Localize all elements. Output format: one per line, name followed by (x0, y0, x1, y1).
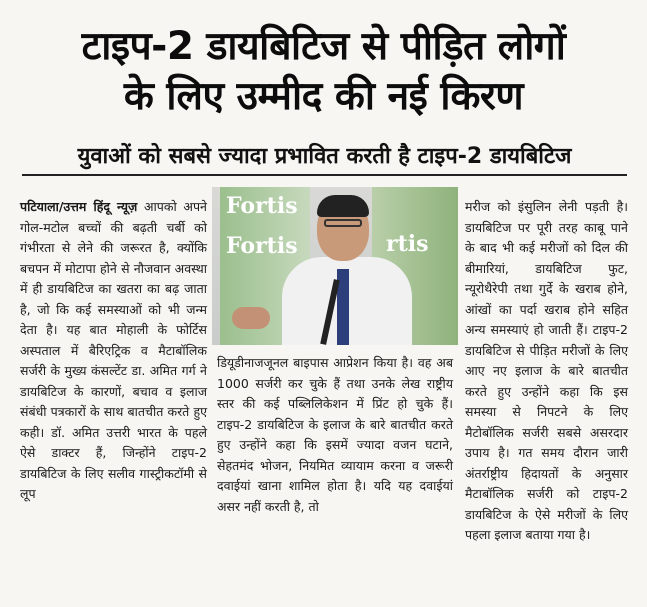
article-text-col1 (20, 197, 207, 505)
banner-text-right: rtis (386, 231, 429, 257)
headline-line-1: टाइप-2 डायबिटिज से पीड़ित लोगों (81, 24, 566, 69)
banner-text-left-2: Fortis (226, 233, 298, 259)
col1-body: आपको अपने गोल-मटोल बच्चों की बढ़ती चर्बी को गंभीरता से लेने की जरूरत है, क्योंकि बचपन में मोटापा होने से नौजवान अवस्था में ही डायबिटिज का खतरा का बढ़ जाता है, जो कि कई समस्याओं को भी जन्म देता है। यह बात मोहाली के फोर्टिस अस्पताल में बैरिएट्रिक व मैटाबॉलिक सर्जरी के मुख्य कंसल्टेंट डा. अमित गर्ग ने डायबिटिज के कारणों, बचाव व इलाज संबंधी पत्रकारों के साथ बातचीत करते हुए कही। डॉ. अमित उत्तरी भारत के पहले ऐसे डाक्टर हैं, जिन्होंने टाइप-2 डायबिटिज के लिए सलीव गास्ट्रीकटॉमी से लूप (20, 199, 207, 501)
byline: पटियाला/उत्तम हिंदू न्यूज़ (20, 199, 138, 214)
article-column-1 (20, 197, 207, 505)
doctor-hand (232, 307, 270, 329)
doctor-glasses (324, 219, 362, 227)
article-column-2 (217, 353, 453, 517)
headline (0, 22, 647, 122)
doctor-photo (212, 187, 458, 345)
article-column-3 (465, 197, 628, 546)
doctor-hair (317, 195, 369, 217)
subheadline: युवाओं को सबसे ज्यादा प्रभावित करती है टाइप-2 डायबिटिज (22, 142, 627, 176)
col2-body: डियूडीनाजजूनल बाइपास आप्रेशन किया है। वह अब 1000 सर्जरी कर चुके हैं तथा उनके लेख राष्ट्रीय स्तर की कई पब्लिलिकेशन में प्रिंट हो चुके हैं। टाइप-2 डायबिटिज के इलाज के बारे बातचीत करते हुए उन्होंने कहा कि इसमें ज्यादा वजन घटाने, सेहतमंद भोजन, नियमित व्यायाम करना व जरूरी दवाईयां खाना शामिल होता है। यदि यह दवाईयां असर नहीं करती है, तो (217, 355, 453, 514)
headline-line-2: के लिए उम्मीद की नई किरण (123, 74, 524, 119)
col3-body: मरीज को इंसुलिन लेनी पड़ती है। डायबिटिज पर पूरी तरह काबू पाने के बाद भी कई मरीजों को दिल की बीमारियां, डायबिटिज फुट, न्यूरोथैरेपी तथा गुर्दे के खराब होने, आंखों का पर्दा खराब होने सहित अन्य समस्याएं हो जाती हैं। टाइप-2 डायबिटिज से पीड़ित मरीजों के लिए आए नए इलाज के बारे बातचीत करते हुए उन्होंने कहा कि इस समस्या से निपटने के लिए मैटोबॉलिक सर्जरी सबसे असरदार उपाय है। गत समय दौरान जारी अंतर्राष्ट्रीय हिदायतों के अनुसार मैटाबॉलिक सर्जरी को टाइप-2 डायबिटिज के ऐसे मरीजों के लिए पहला इलाज बताया गया है। (465, 199, 628, 542)
banner-text-left-1: Fortis (226, 193, 298, 219)
